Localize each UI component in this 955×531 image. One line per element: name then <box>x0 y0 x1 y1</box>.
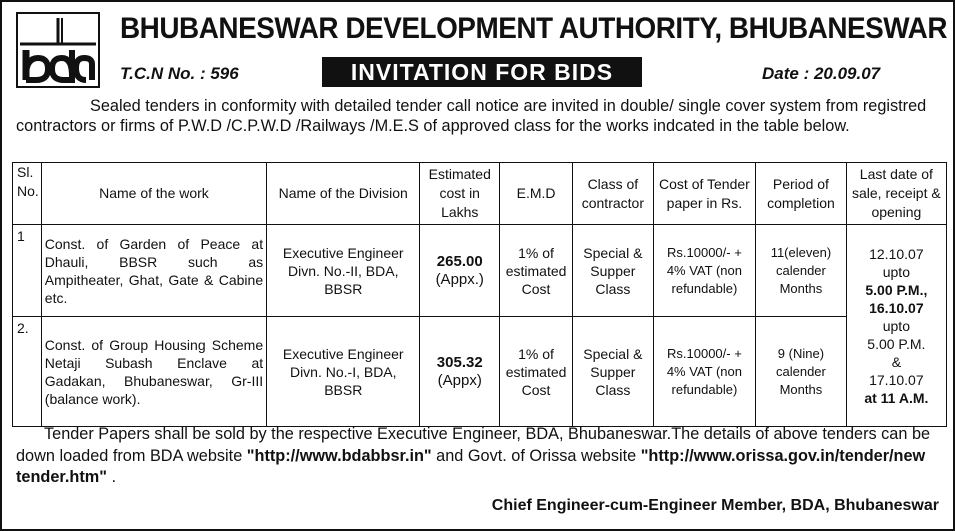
header-estimated-cost: Estimated cost in Lakhs <box>420 163 500 225</box>
last-date-line: upto <box>882 263 910 280</box>
footer-paragraph <box>16 424 944 489</box>
row-division: Executive Engineer Divn. No.-II, BDA, BBSR <box>267 225 420 317</box>
bda-logo <box>16 12 100 88</box>
row-cost-cell <box>420 317 500 427</box>
row-class: Special & Supper Class <box>573 225 654 317</box>
row-tender-cost: Rs.10000/- + 4% VAT (non refundable) <box>653 317 755 427</box>
tender-table <box>12 162 947 427</box>
row-class: Special & Supper Class <box>573 317 654 427</box>
row-emd: 1% of estimated Cost <box>500 317 573 427</box>
last-date-line: & <box>891 353 902 370</box>
row-work-name: Const. of Group Housing Scheme Netaji Subash Enclave at Gadakan, Bhubaneswar, Gr-III (balance work). <box>41 317 266 427</box>
last-date-line: 12.10.07 <box>869 245 924 262</box>
row-division: Executive Engineer Divn. No.-I, BDA, BBSR <box>267 317 420 427</box>
row-tender-cost: Rs.10000/- + 4% VAT (non refundable) <box>653 225 755 317</box>
bda-logo-icon <box>18 14 98 86</box>
row-cost-note: (Appx.) <box>435 270 484 288</box>
last-date-line: 5.00 P.M. <box>867 335 926 352</box>
signature: Chief Engineer-cum-Engineer Member, BDA, Bhubaneswar <box>491 497 939 514</box>
row-sl-no: 1 <box>13 225 42 317</box>
last-date-line: 17.10.07 <box>869 371 924 388</box>
footer-text-3: . <box>106 468 117 486</box>
header-period: Period of completion <box>756 163 847 225</box>
footer-text-2: and Govt. of Orissa website <box>431 446 641 465</box>
orissa-website-link[interactable]: "http://www.orissa.gov.in/tender/new tender.htm" <box>16 446 926 486</box>
tcn-number: T.C.N No. : 596 <box>120 64 239 83</box>
footer-text-1: Tender Papers shall be sold by the respective Executive Engineer, BDA, Bhubaneswar.The details of above tenders can be down loaded from BDA website <box>16 425 931 465</box>
header-last-date: Last date of sale, receipt & opening <box>846 163 946 225</box>
header-emd: E.M.D <box>500 163 573 225</box>
row-work-name: Const. of Garden of Peace at Dhauli, BBSR such as Ampitheater, Ghat, Gate & Cabine etc. <box>41 225 266 317</box>
header-tender-cost: Cost of Tender paper in Rs. <box>653 163 755 225</box>
bda-website-link[interactable]: "http://www.bdabbsr.in" <box>246 446 432 465</box>
invitation-banner: INVITATION FOR BIDS <box>322 57 642 87</box>
last-date-cell <box>846 225 946 427</box>
last-date-line: at 11 A.M. <box>864 389 929 406</box>
header-class: Class of contractor <box>573 163 654 225</box>
table-row <box>13 317 947 427</box>
row-emd: 1% of estimated Cost <box>500 225 573 317</box>
last-date-line: 5.00 P.M., <box>865 281 928 298</box>
last-date-line: 16.10.07 <box>869 299 924 316</box>
row-cost-value: 265.00 <box>436 252 483 270</box>
intro-paragraph <box>16 96 944 136</box>
row-cost-note: (Appx) <box>437 371 482 389</box>
last-date-line: upto <box>882 317 910 334</box>
header-name-of-work: Name of the work <box>41 163 266 225</box>
row-cost-value: 305.32 <box>436 353 483 371</box>
intro-text: Sealed tenders in conformity with detailed tender call notice are invited in double/ single cover system from registred contractors or firms of P.W.D /C.P.W.D /Railways /M.E.S of approved class for the works indcated in the table below. <box>16 97 927 135</box>
notice-date: Date : 20.09.07 <box>762 64 881 83</box>
row-cost-cell <box>420 225 500 317</box>
row-period: 11(eleven) calender Months <box>756 225 847 317</box>
header-sl-no: Sl. No. <box>13 163 42 225</box>
organization-title: BHUBANESWAR DEVELOPMENT AUTHORITY, BHUBANESWAR <box>120 12 948 45</box>
header-division: Name of the Division <box>267 163 420 225</box>
row-sl-no: 2. <box>13 317 42 427</box>
table-header-row <box>13 163 947 225</box>
row-period: 9 (Nine) calender Months <box>756 317 847 427</box>
table-row <box>13 225 947 317</box>
